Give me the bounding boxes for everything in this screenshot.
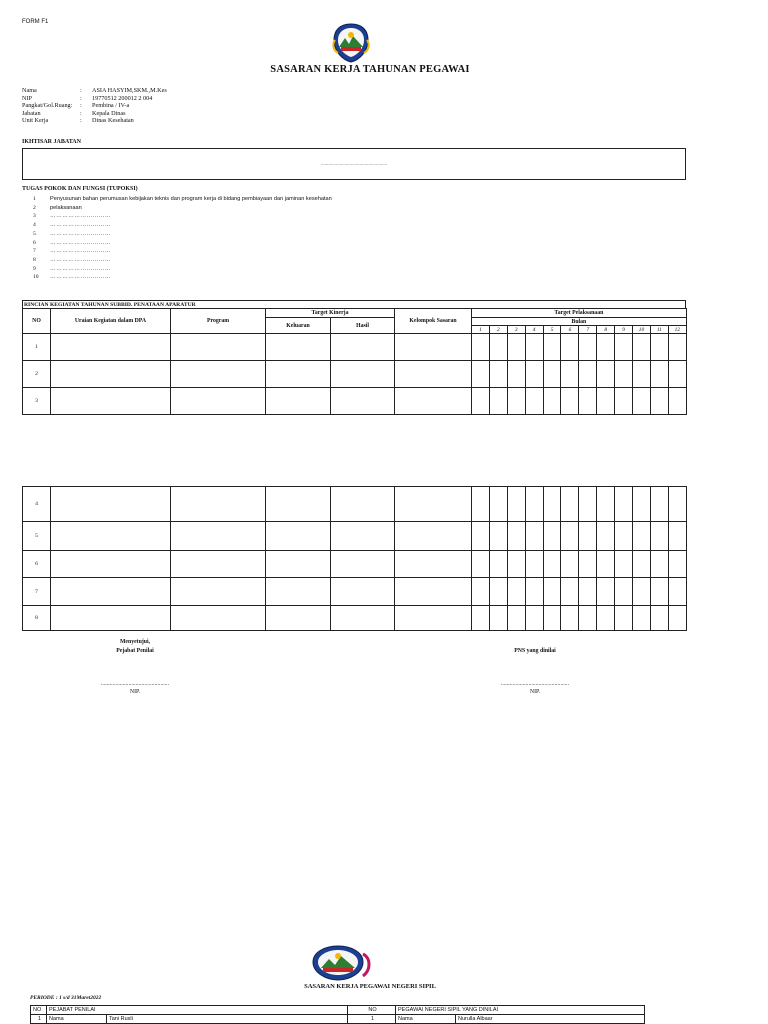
pns-name[interactable]: Nurulla Albaar	[456, 1015, 645, 1024]
tupoksi-number: 6	[33, 239, 36, 246]
month-cell[interactable]	[561, 487, 579, 522]
table-cell[interactable]	[171, 361, 266, 388]
month-cell[interactable]	[597, 522, 615, 551]
table-cell[interactable]	[51, 606, 171, 631]
table-cell[interactable]	[171, 551, 266, 578]
month-cell[interactable]	[543, 551, 561, 578]
table-cell[interactable]	[51, 551, 171, 578]
table-row	[23, 361, 687, 388]
tupoksi-number: 3	[33, 213, 36, 220]
tupoksi-item	[22, 265, 332, 274]
month-header: 4	[525, 326, 543, 334]
table-cell[interactable]	[171, 388, 266, 415]
month-cell[interactable]	[489, 522, 507, 551]
table-row	[23, 551, 687, 578]
month-cell[interactable]	[489, 361, 507, 388]
nip-label: NIP.	[529, 689, 541, 695]
tupoksi-text: …………………………	[50, 239, 111, 246]
table-cell[interactable]	[51, 388, 171, 415]
header-no-2: NO	[348, 1006, 396, 1015]
table-cell[interactable]	[51, 361, 171, 388]
month-cell[interactable]	[650, 551, 668, 578]
month-cell[interactable]	[561, 522, 579, 551]
month-cell[interactable]	[650, 578, 668, 606]
col-target-kinerja: Target Kinerja	[266, 309, 395, 318]
month-cell[interactable]	[633, 334, 651, 361]
identity-key: NIP	[22, 94, 32, 102]
identity-block	[22, 87, 167, 125]
month-cell[interactable]	[472, 487, 490, 522]
table-cell[interactable]	[395, 334, 472, 361]
month-cell[interactable]	[668, 606, 686, 631]
penilai-field-label: Nama	[47, 1015, 107, 1024]
tupoksi-text: …………………………	[50, 274, 111, 281]
table-cell[interactable]	[331, 487, 395, 522]
ikhtisar-box[interactable]	[22, 148, 686, 180]
tupoksi-item	[22, 256, 332, 265]
table-cell[interactable]	[266, 606, 331, 631]
table-cell[interactable]	[171, 334, 266, 361]
month-header: 2	[489, 326, 507, 334]
month-cell[interactable]	[597, 606, 615, 631]
identity-key: Pangkat/Gol.Ruang:	[22, 102, 73, 109]
col-keluaran: Keluaran	[266, 318, 331, 334]
month-cell[interactable]	[615, 334, 633, 361]
month-cell[interactable]	[650, 388, 668, 415]
month-cell[interactable]	[633, 578, 651, 606]
identity-key: Unit Kerja	[22, 117, 49, 124]
regional-emblem-logo-2	[305, 944, 371, 982]
month-cell[interactable]	[668, 522, 686, 551]
col-hasil: Hasil	[331, 318, 395, 334]
month-cell[interactable]	[597, 388, 615, 415]
table-cell[interactable]	[331, 361, 395, 388]
month-cell[interactable]	[579, 606, 597, 631]
month-cell[interactable]	[525, 551, 543, 578]
identity-value: Dinas Kesehatan	[92, 117, 134, 124]
month-cell[interactable]	[633, 606, 651, 631]
month-cell[interactable]	[615, 551, 633, 578]
table-row	[23, 606, 687, 631]
month-cell[interactable]	[507, 388, 525, 415]
table-cell[interactable]	[51, 522, 171, 551]
month-cell[interactable]	[472, 606, 490, 631]
month-cell[interactable]	[561, 334, 579, 361]
identity-separator: :	[80, 94, 82, 102]
table-cell[interactable]	[395, 606, 472, 631]
table-cell[interactable]	[331, 578, 395, 606]
month-cell[interactable]	[650, 522, 668, 551]
table-cell[interactable]	[266, 487, 331, 522]
second-form-title: SASARAN KERJA PEGAWAI NEGERI SIPIL	[304, 983, 436, 990]
month-cell[interactable]	[472, 334, 490, 361]
month-cell[interactable]	[597, 334, 615, 361]
month-header: 6	[561, 326, 579, 334]
document-title: SASARAN KERJA TAHUNAN PEGAWAI	[270, 64, 470, 75]
month-cell[interactable]	[489, 578, 507, 606]
identity-separator: :	[80, 87, 82, 94]
month-cell[interactable]	[579, 487, 597, 522]
month-cell[interactable]	[633, 487, 651, 522]
signature-line: ...............................................	[100, 681, 170, 687]
table-cell[interactable]	[331, 606, 395, 631]
month-header: 1	[472, 326, 490, 334]
month-header: 10	[633, 326, 651, 334]
rincian-table-continued	[22, 486, 687, 631]
identity-separator: :	[80, 117, 82, 124]
col-target-pelaksanaan: Target Pelaksanaan	[472, 309, 687, 318]
month-cell[interactable]	[579, 388, 597, 415]
tupoksi-number: 9	[33, 265, 36, 272]
identity-separator: :	[80, 102, 82, 109]
table-cell[interactable]	[266, 361, 331, 388]
month-cell[interactable]	[633, 522, 651, 551]
header-no: NO	[31, 1006, 47, 1015]
month-cell[interactable]	[650, 606, 668, 631]
month-cell[interactable]	[507, 334, 525, 361]
row-no-2: 1	[348, 1015, 396, 1024]
table-cell[interactable]	[395, 578, 472, 606]
month-cell[interactable]	[507, 361, 525, 388]
month-cell[interactable]	[489, 487, 507, 522]
month-cell[interactable]	[615, 578, 633, 606]
month-cell[interactable]	[489, 551, 507, 578]
tupoksi-text: Penyusunan bahan perumusan kebijakan teknis dan program kerja di bidang pembiayaan dan jaminan kesehatan	[50, 196, 332, 202]
month-cell[interactable]	[489, 388, 507, 415]
table-cell[interactable]	[171, 487, 266, 522]
tupoksi-number: 7	[33, 248, 36, 255]
month-cell[interactable]	[668, 578, 686, 606]
tupoksi-list	[22, 195, 332, 282]
month-cell[interactable]	[489, 606, 507, 631]
month-cell[interactable]	[525, 388, 543, 415]
month-cell[interactable]	[561, 361, 579, 388]
header-pejabat-penilai: PEJABAT PENILAI	[47, 1006, 348, 1015]
month-cell[interactable]	[472, 388, 490, 415]
col-no: NO	[23, 309, 51, 334]
table-cell[interactable]	[266, 334, 331, 361]
tupoksi-item	[22, 212, 332, 221]
table-cell[interactable]	[331, 334, 395, 361]
month-header: 3	[507, 326, 525, 334]
table-row	[23, 334, 687, 361]
month-cell[interactable]	[597, 578, 615, 606]
month-cell[interactable]	[472, 578, 490, 606]
table-cell[interactable]	[395, 361, 472, 388]
month-cell[interactable]	[525, 578, 543, 606]
month-cell[interactable]	[633, 551, 651, 578]
periode-label: PERIODE : 1 s/d 31Maret2022	[30, 995, 102, 1001]
rincian-rows-page2	[23, 487, 687, 631]
month-cell[interactable]	[489, 334, 507, 361]
table-cell[interactable]	[266, 551, 331, 578]
month-cell[interactable]	[579, 578, 597, 606]
table-row	[23, 487, 687, 522]
identity-row-nama	[22, 87, 167, 95]
regional-emblem-logo	[330, 22, 372, 64]
month-cell[interactable]	[507, 606, 525, 631]
month-cell[interactable]	[615, 606, 633, 631]
table-cell[interactable]	[51, 578, 171, 606]
col-uraian: Uraian Kegiatan dalam DPA	[51, 309, 171, 334]
row-number: 2	[23, 361, 51, 388]
month-cell[interactable]	[597, 361, 615, 388]
approver-signature[interactable]	[70, 680, 200, 696]
month-cell[interactable]	[668, 334, 686, 361]
month-cell[interactable]	[579, 522, 597, 551]
table-cell[interactable]	[266, 388, 331, 415]
table-cell[interactable]	[171, 578, 266, 606]
rincian-title: RINCIAN KEGIATAN TAHUNAN SUBBID. PENATAAN APARATUR	[22, 300, 686, 308]
ikhtisar-content: .....................................................	[320, 161, 388, 167]
month-cell[interactable]	[543, 334, 561, 361]
month-cell[interactable]	[507, 522, 525, 551]
tupoksi-item	[22, 204, 332, 213]
tupoksi-number: 2	[33, 204, 36, 211]
month-cell[interactable]	[615, 388, 633, 415]
table-row	[23, 578, 687, 606]
tupoksi-item	[22, 221, 332, 230]
month-header: 9	[615, 326, 633, 334]
penilai-name[interactable]: Tani Rusli	[107, 1015, 348, 1024]
month-cell[interactable]	[543, 522, 561, 551]
month-cell[interactable]	[543, 578, 561, 606]
tupoksi-text: …………………………	[50, 213, 111, 220]
identity-value: Kepala Dinas	[92, 109, 126, 117]
identity-row-jabatan	[22, 110, 167, 118]
table-cell[interactable]	[266, 578, 331, 606]
table-cell[interactable]	[171, 606, 266, 631]
nip-label: NIP.	[129, 689, 141, 695]
month-header: 12	[668, 326, 686, 334]
month-cell[interactable]	[525, 361, 543, 388]
month-header: 5	[543, 326, 561, 334]
month-cell[interactable]	[472, 361, 490, 388]
month-cell[interactable]	[472, 522, 490, 551]
table-cell[interactable]	[331, 388, 395, 415]
row-number: 1	[23, 334, 51, 361]
row-number: 6	[23, 551, 51, 578]
identity-row-nip	[22, 95, 167, 103]
month-cell[interactable]	[597, 551, 615, 578]
identity-value: ASIA HASYIM,SKM.,M.Kes	[92, 87, 167, 94]
table-cell[interactable]	[51, 334, 171, 361]
month-cell[interactable]	[650, 487, 668, 522]
ikhtisar-label: IKHTISAR JABATAN	[22, 139, 81, 145]
col-bulan: Bulan	[472, 318, 687, 326]
row-no: 1	[31, 1015, 47, 1024]
month-cell[interactable]	[543, 388, 561, 415]
month-cell[interactable]	[650, 361, 668, 388]
header-pns-dinilai: PEGAWAI NEGERI SIPIL YANG DINILAI	[396, 1006, 645, 1015]
evaluated-signature[interactable]	[470, 680, 600, 696]
month-cell[interactable]	[525, 487, 543, 522]
table-cell[interactable]	[395, 388, 472, 415]
month-cell[interactable]	[633, 361, 651, 388]
identity-key: Jabatan	[22, 109, 41, 117]
tupoksi-number: 1	[33, 196, 36, 202]
row-number: 4	[23, 487, 51, 522]
month-header: 11	[650, 326, 668, 334]
month-cell[interactable]	[579, 334, 597, 361]
identity-separator: :	[80, 109, 82, 117]
month-cell[interactable]	[615, 487, 633, 522]
row-number: 7	[23, 578, 51, 606]
tupoksi-item	[22, 195, 332, 204]
month-header: 8	[597, 326, 615, 334]
month-cell[interactable]	[525, 522, 543, 551]
month-cell[interactable]	[615, 522, 633, 551]
identity-key: Nama	[22, 87, 37, 94]
month-cell[interactable]	[597, 487, 615, 522]
tupoksi-number: 5	[33, 230, 36, 237]
rincian-rows-page1	[23, 334, 687, 415]
tupoksi-text: …………………………	[50, 265, 111, 272]
table-cell[interactable]	[331, 551, 395, 578]
identity-value: Pembina / IV-a	[92, 102, 130, 109]
approver-block	[70, 638, 200, 656]
col-kelompok: Kelompok Sasaran	[395, 309, 472, 334]
month-cell[interactable]	[579, 551, 597, 578]
month-cell[interactable]	[668, 388, 686, 415]
identity-row-pangkat	[22, 102, 167, 110]
month-cell[interactable]	[561, 388, 579, 415]
month-cell[interactable]	[543, 487, 561, 522]
tupoksi-label: TUGAS POKOK DAN FUNGSI (TUPOKSI)	[22, 186, 138, 192]
tupoksi-text: …………………………	[50, 256, 111, 263]
tupoksi-number: 8	[33, 256, 36, 263]
month-cell[interactable]	[525, 606, 543, 631]
signature-line: ...............................................	[500, 681, 570, 687]
row-number: 3	[23, 388, 51, 415]
month-cell[interactable]	[472, 551, 490, 578]
penilai-table	[30, 1005, 645, 1024]
tupoksi-item	[22, 239, 332, 248]
month-header: 7	[579, 326, 597, 334]
month-cell[interactable]	[543, 606, 561, 631]
table-cell[interactable]	[51, 487, 171, 522]
month-cell[interactable]	[633, 388, 651, 415]
tupoksi-text: …………………………	[50, 230, 111, 237]
pns-field-label: Nama	[396, 1015, 456, 1024]
month-cell[interactable]	[561, 606, 579, 631]
tupoksi-text: …………………………	[50, 222, 111, 229]
month-cell[interactable]	[507, 578, 525, 606]
identity-row-unit	[22, 117, 167, 125]
month-cell[interactable]	[543, 361, 561, 388]
month-cell[interactable]	[561, 551, 579, 578]
identity-value: 19770512 200012 2 004	[92, 94, 153, 102]
table-row	[23, 388, 687, 415]
tupoksi-item	[22, 273, 332, 282]
tupoksi-text: …………………………	[50, 248, 111, 255]
approver-label: Menyetujui,	[119, 639, 151, 645]
month-cell[interactable]	[579, 361, 597, 388]
row-number: 5	[23, 522, 51, 551]
table-cell[interactable]	[266, 522, 331, 551]
month-cell[interactable]	[507, 551, 525, 578]
table-row	[23, 522, 687, 551]
table-cell[interactable]	[395, 522, 472, 551]
tupoksi-item	[22, 247, 332, 256]
month-cell[interactable]	[650, 334, 668, 361]
month-cell[interactable]	[615, 361, 633, 388]
month-cell[interactable]	[668, 361, 686, 388]
table-cell[interactable]	[171, 522, 266, 551]
tupoksi-number: 10	[33, 274, 39, 281]
month-cell[interactable]	[668, 551, 686, 578]
evaluated-label: PNS yang dinilai	[514, 648, 556, 654]
table-cell[interactable]	[331, 522, 395, 551]
rincian-table	[22, 308, 687, 415]
tupoksi-item	[22, 230, 332, 239]
month-cell[interactable]	[668, 487, 686, 522]
month-cell[interactable]	[507, 487, 525, 522]
row-number: 8	[23, 606, 51, 631]
month-cell[interactable]	[525, 334, 543, 361]
table-cell[interactable]	[395, 551, 472, 578]
form-code: FORM F1	[22, 19, 49, 25]
col-program: Program	[171, 309, 266, 334]
tupoksi-text: pelaksanaan	[50, 204, 82, 211]
month-cell[interactable]	[561, 578, 579, 606]
table-cell[interactable]	[395, 487, 472, 522]
tupoksi-number: 4	[33, 222, 36, 229]
approver-title: Pejabat Penilai	[116, 648, 154, 654]
